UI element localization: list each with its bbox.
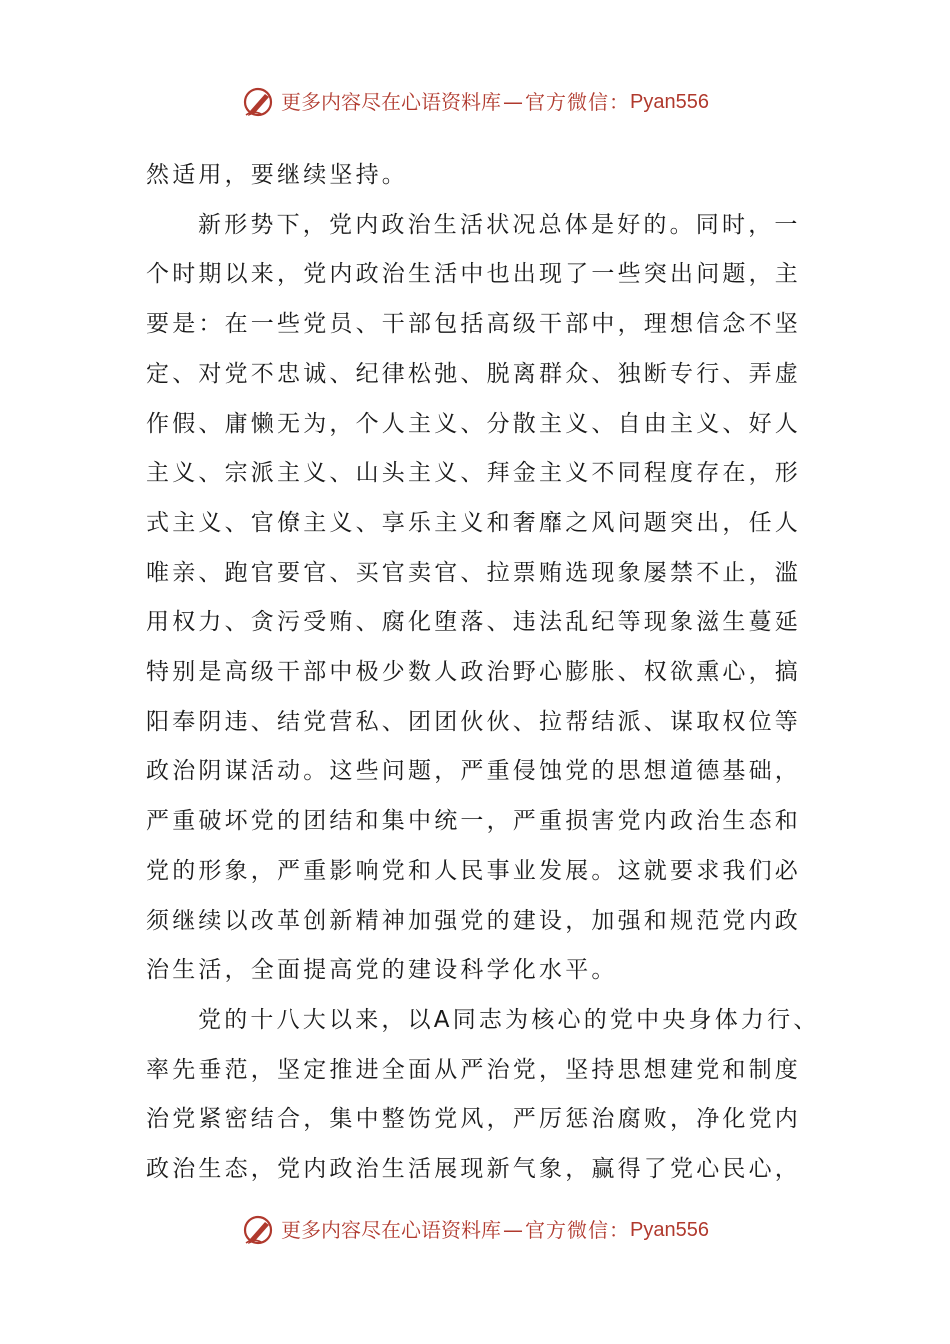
text-line: 阳奉阴违、结党营私、团团伙伙、拉帮结派、谋取权位等 bbox=[146, 708, 801, 735]
paragraph-2 bbox=[146, 201, 808, 996]
pen-logo-icon bbox=[241, 84, 277, 120]
text-line: 须继续以改革创新精神加强党的建设，加强和规范党内政 bbox=[146, 907, 801, 934]
pen-logo-icon bbox=[241, 1212, 277, 1248]
text-line: 主义、宗派主义、山头主义、拜金主义不同程度存在，形 bbox=[146, 460, 801, 487]
text-line: 党的形象，严重影响党和人民事业发展。这就要求我们必 bbox=[146, 857, 801, 884]
watermark-banner-top bbox=[0, 82, 950, 122]
text-line: 率先垂范，坚定推进全面从严治党，坚持思想建党和制度 bbox=[146, 1056, 801, 1083]
text-line: 个时期以来，党内政治生活中也出现了一些突出问题，主 bbox=[146, 261, 801, 288]
banner-site-name: 更多内容尽在心语资料库 bbox=[281, 1218, 502, 1242]
text-line: 特别是高级干部中极少数人政治野心膨胀、权欲熏心，搞 bbox=[146, 659, 801, 686]
text-line: 然适用，要继续坚持。 bbox=[146, 162, 408, 188]
banner-wechat-id: Pyan556 bbox=[630, 1219, 709, 1241]
banner-wechat-label: 官方微信： bbox=[525, 1218, 631, 1242]
text-line: 严重破坏党的团结和集中统一，严重损害党内政治生态和 bbox=[146, 808, 801, 835]
document-body bbox=[146, 151, 820, 1195]
text-line: 治生活，全面提高党的建设科学化水平。 bbox=[146, 957, 618, 984]
banner-wechat-label: 官方微信： bbox=[525, 90, 631, 114]
text-line: 唯亲、跑官要官、买官卖官、拉票贿选现象屡禁不止，滥 bbox=[146, 559, 801, 586]
text-line: 用权力、贪污受贿、腐化堕落、违法乱纪等现象滋生蔓延 bbox=[146, 609, 801, 636]
text-line: 要是：在一些党员、干部包括高级干部中，理想信念不坚 bbox=[146, 311, 801, 338]
banner-wechat-id: Pyan556 bbox=[630, 91, 709, 113]
banner-site-name: 更多内容尽在心语资料库 bbox=[281, 90, 502, 114]
text-line: 定、对党不忠诚、纪律松弛、脱离群众、独断专行、弄虚 bbox=[146, 360, 801, 387]
text-line: 作假、庸懒无为，个人主义、分散主义、自由主义、好人 bbox=[146, 410, 801, 437]
text-line: 党的十八大以来，以A同志为核心的党中央身体力行、 bbox=[198, 1006, 820, 1033]
banner-dash: — bbox=[503, 1218, 524, 1242]
text-line: 式主义、官僚主义、享乐主义和奢靡之风问题突出，任人 bbox=[146, 509, 801, 536]
text-line: 治党紧密结合，集中整饬党风，严厉惩治腐败，净化党内 bbox=[146, 1106, 801, 1133]
paragraph-3 bbox=[146, 996, 820, 1195]
text-line: 政治阴谋活动。这些问题，严重侵蚀党的思想道德基础， bbox=[146, 758, 801, 785]
paragraph-1 bbox=[146, 151, 808, 201]
watermark-banner-bottom bbox=[0, 1210, 950, 1250]
banner-dash: — bbox=[503, 90, 524, 114]
text-line: 政治生态，党内政治生活展现新气象，赢得了党心民心， bbox=[146, 1156, 801, 1183]
text-line: 新形势下，党内政治生活状况总体是好的。同时，一 bbox=[198, 211, 801, 238]
